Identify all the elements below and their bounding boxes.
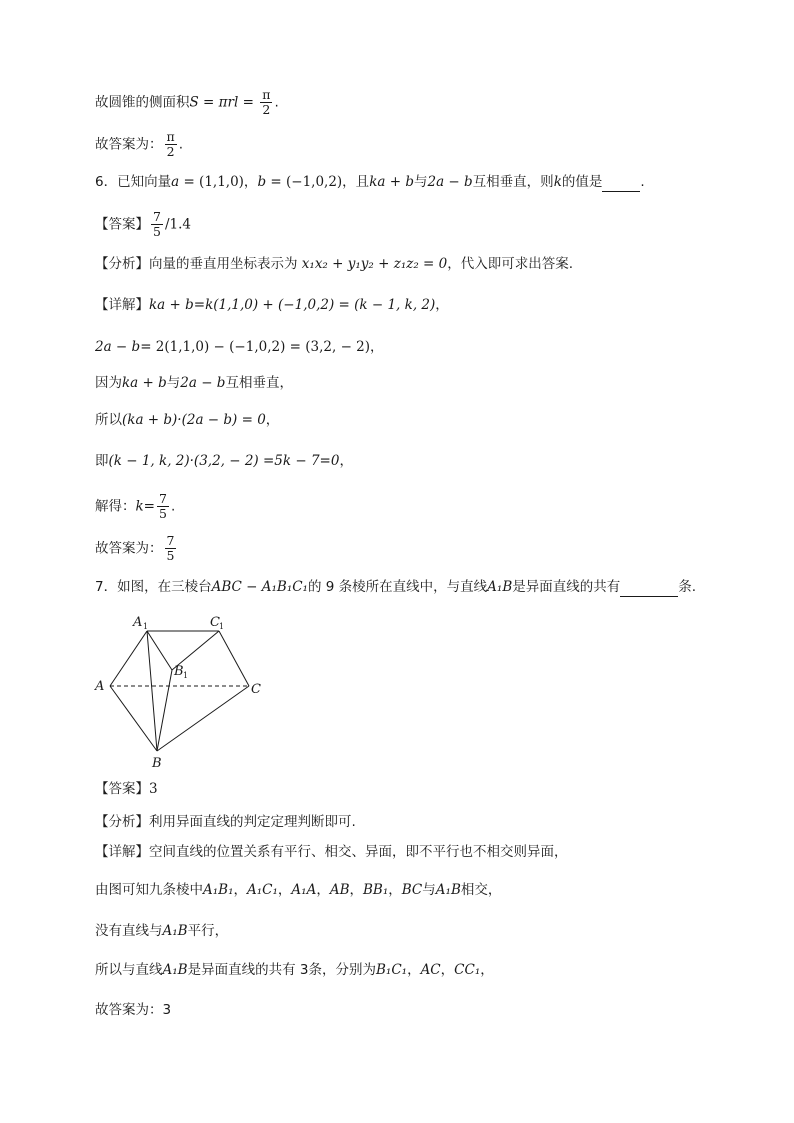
numerator: 7	[166, 533, 175, 548]
formula: =k(1,1,0) + (−1,0,2) = (k − 1, k, 2)	[193, 297, 436, 313]
text: 空间直线的位置关系有平行、相交、异面，即不平行也不相交则异面，	[149, 844, 568, 860]
text: 是异面直线的共有	[512, 579, 621, 595]
label-c: C	[251, 682, 261, 697]
analysis-tag: 【分析】	[95, 256, 149, 272]
label-a: A	[95, 679, 105, 694]
formula: A₁B	[162, 962, 188, 978]
text: 互相垂直，	[225, 375, 293, 391]
formula: (ka + b)·(2a − b) = 0	[122, 412, 266, 428]
label-c1: C	[210, 615, 220, 630]
formula: AC	[420, 962, 441, 978]
text: 故答案为：3	[95, 1002, 172, 1018]
text: /1.4	[164, 216, 191, 233]
text: 解得：	[95, 498, 136, 515]
formula: CC₁	[454, 962, 481, 978]
formula: BB₁	[363, 882, 389, 898]
fraction	[165, 130, 177, 159]
edge-b1b	[157, 670, 172, 751]
text: 故圆锥的侧面积	[95, 94, 190, 111]
text: 与	[413, 174, 428, 190]
formula: ka + b	[122, 375, 167, 391]
text: 的值是	[561, 174, 603, 190]
formula: A₁B	[435, 882, 461, 898]
detail-6-line2	[95, 337, 384, 357]
text: 互相垂直，则	[472, 174, 554, 190]
text: ，	[316, 882, 330, 898]
formula: = 2(1,1,0) − (−1,0,2) = (3,2, − 2)	[140, 339, 371, 355]
text: 由图可知九条棱中	[95, 882, 203, 898]
question-7	[95, 577, 696, 597]
text: ，	[233, 882, 247, 898]
formula: A₁B₁	[203, 882, 234, 898]
label-subscript: 1	[143, 622, 149, 631]
text: ，	[370, 339, 384, 355]
fraction	[151, 210, 163, 239]
answer-blank	[602, 177, 640, 192]
formula: ka + b	[149, 297, 194, 313]
label-subscript: 1	[219, 622, 225, 631]
text: ，	[265, 412, 280, 428]
question-6	[95, 172, 645, 192]
formula: ka	[369, 174, 386, 190]
analysis-6	[95, 254, 573, 274]
text: 故答案为：	[95, 540, 163, 557]
analysis-7	[95, 812, 356, 832]
numerator: 7	[159, 491, 167, 506]
text: ，	[407, 962, 421, 978]
frustum-figure	[90, 610, 280, 775]
text: ，代入即可求出答案.	[447, 256, 574, 272]
detail-7-line1	[95, 842, 568, 862]
answer-7-final	[95, 1000, 171, 1020]
edge-a1a	[110, 631, 147, 686]
formula: A₁B	[487, 579, 513, 595]
denominator: 5	[166, 548, 175, 563]
detail-6-line4	[95, 410, 279, 430]
text: 所以	[95, 412, 122, 428]
detail-6-line5	[95, 451, 353, 471]
answer-6	[95, 210, 191, 239]
text: 与	[422, 882, 436, 898]
formula: = (−1,0,2)，且	[266, 174, 370, 190]
detail-tag: 【详解】	[95, 844, 149, 860]
formula: πrl	[218, 94, 239, 111]
fraction	[165, 534, 177, 563]
text: ，	[277, 882, 292, 898]
denominator: 2	[262, 102, 271, 117]
text: .	[170, 498, 176, 515]
formula: A₁C₁	[247, 882, 278, 898]
formula: b	[464, 174, 473, 190]
text: 利用异面直线的判定定理判断即可.	[149, 814, 356, 830]
line-cone-area	[95, 88, 279, 117]
formula: k	[553, 174, 562, 190]
formula: 2a − b	[180, 375, 226, 391]
edge-bc	[157, 686, 249, 751]
edge-c1c	[219, 631, 249, 686]
label-subscript: 1	[183, 671, 189, 680]
formula: k=	[135, 498, 155, 515]
formula: BC	[401, 882, 423, 898]
formula: A₁A	[291, 882, 317, 898]
text: 没有直线与	[95, 923, 163, 939]
fraction	[157, 492, 169, 521]
line-answer-1	[95, 130, 183, 159]
text: 6．已知向量	[95, 174, 172, 190]
text: 因为	[95, 375, 122, 391]
text: 3	[149, 781, 158, 797]
analysis-tag: 【分析】	[95, 814, 149, 830]
text: ，	[349, 882, 363, 898]
answer-7	[95, 779, 158, 799]
answer-tag: 【答案】	[95, 781, 149, 797]
edge-ab	[110, 686, 157, 751]
text: ，	[440, 962, 455, 978]
text: .	[178, 136, 184, 153]
formula: B₁C₁	[375, 962, 408, 978]
text: 所以与直线	[95, 962, 163, 978]
edge-a1b	[147, 631, 157, 751]
formula: +	[385, 174, 406, 190]
formula: AB	[329, 882, 350, 898]
denominator: 5	[159, 506, 167, 521]
formula: =	[238, 94, 259, 111]
detail-6-line1	[95, 295, 449, 315]
answer-tag: 【答案】	[95, 216, 149, 233]
label-a1: A	[133, 615, 143, 630]
text: 条.	[678, 579, 697, 595]
formula: ABC − A₁B₁C₁	[211, 579, 308, 595]
formula: =	[198, 94, 219, 111]
text: 相交，	[460, 882, 502, 898]
text: 故答案为：	[95, 136, 163, 153]
text: ，	[435, 297, 449, 313]
detail-6-line3	[95, 373, 293, 393]
text: .	[640, 174, 645, 190]
formula: A₁B	[162, 923, 188, 939]
numerator: π	[262, 87, 271, 102]
denominator: 2	[166, 144, 175, 159]
text: .	[274, 94, 279, 111]
numerator: π	[166, 129, 175, 144]
formula: 2a − b	[95, 339, 141, 355]
text: ，	[480, 962, 494, 978]
label-b: B	[152, 756, 162, 771]
text: 即	[95, 453, 109, 469]
numerator: 7	[153, 209, 161, 224]
answer-blank	[620, 582, 678, 597]
formula: −	[444, 174, 465, 190]
text: ，	[339, 453, 353, 469]
detail-7-line2	[95, 880, 501, 900]
text: ，	[388, 882, 402, 898]
detail-6-line6	[95, 492, 175, 521]
formula: S	[189, 94, 199, 111]
vector: b	[257, 174, 267, 190]
formula: 2a	[427, 174, 445, 190]
text: 平行，	[187, 923, 229, 939]
vector: a	[171, 174, 180, 190]
denominator: 5	[153, 224, 161, 239]
formula: b	[405, 174, 414, 190]
formula: (k − 1, k, 2)·(3,2, − 2) =5k − 7=0	[108, 453, 340, 469]
fraction	[260, 88, 272, 117]
formula: = (1,1,0)，	[179, 174, 258, 190]
detail-7-line4	[95, 960, 494, 980]
formula: x₁x₂ + y₁y₂ + z₁z₂ = 0	[301, 256, 448, 272]
text: 的 9 条棱所在直线中，与直线	[307, 579, 488, 595]
edge-a1b1	[147, 631, 172, 670]
label-b1: B	[174, 664, 184, 679]
text: 向量的垂直用坐标表示为	[149, 256, 302, 272]
detail-tag: 【详解】	[95, 297, 149, 313]
answer-6-final	[95, 534, 178, 563]
detail-7-line3	[95, 921, 228, 941]
text: 是异面直线的共有 3条，分别为	[187, 962, 376, 978]
text: 7．如图，在三棱台	[95, 579, 212, 595]
text: 与	[166, 375, 181, 391]
